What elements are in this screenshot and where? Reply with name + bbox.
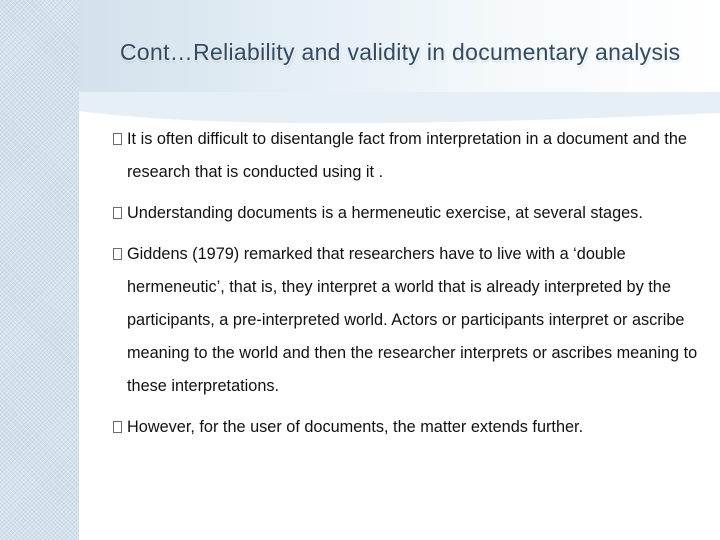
bullet-item <box>113 411 713 444</box>
bullet-text: It is often difficult to disentangle fact from interpretation in a document and the research that is conducted using it . <box>127 130 687 181</box>
bullet-text: Understanding documents is a hermeneutic exercise, at several stages. <box>127 204 643 222</box>
bullet-item <box>113 197 713 230</box>
bullet-text: However, for the user of documents, the matter extends further. <box>127 418 584 436</box>
bullet-box-icon <box>113 421 122 433</box>
bullet-item <box>113 238 713 403</box>
bullet-box-icon <box>113 248 122 260</box>
bullet-box-icon <box>113 133 122 145</box>
bullet-text: Giddens (1979) remarked that researchers have to live with a ‘double hermeneutic’, that is, they interpret a world that is already interpreted by the participants, a pre-interpreted world. Actors or participants interpret or ascribe meaning to the world and then the researcher interprets or ascribes meaning to these interpretations. <box>127 245 698 395</box>
decorative-side-band <box>0 0 79 540</box>
bullet-item <box>113 123 713 189</box>
bullet-list <box>113 123 713 444</box>
bullet-box-icon <box>113 207 122 219</box>
slide-title: Cont…Reliability and validity in documentary analysis <box>120 39 681 65</box>
